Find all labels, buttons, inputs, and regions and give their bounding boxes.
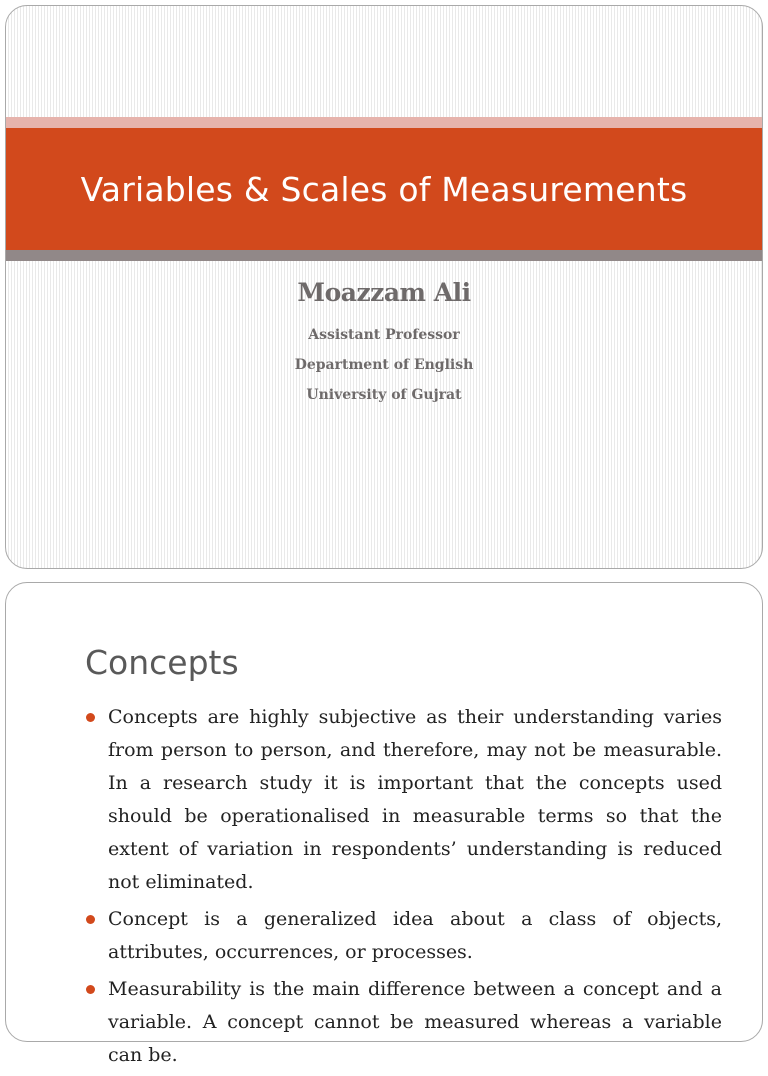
author-position: Assistant Professor [308,327,460,343]
author-university: University of Gujrat [306,387,462,403]
slide-heading: Concepts [85,643,239,682]
author-department: Department of English [294,357,474,373]
bullet-item [86,973,722,1072]
author-name: Moazzam Ali [297,278,471,307]
title-band-bottom-stripe [6,250,762,261]
bullet-list [86,701,722,1076]
bullet-item [86,903,722,969]
bullet-text: Concept is a generalized idea about a class of objects, attributes, occurrences, or processes. [108,908,722,963]
author-block [6,276,762,410]
bullet-dot-icon [86,985,95,994]
bullet-dot-icon [86,713,95,722]
title-band-top-stripe [6,117,762,128]
bullet-item [86,701,722,899]
slide-title: Variables & Scales of Measurements [80,169,688,209]
title-slide [5,5,763,569]
bullet-text: Concepts are highly subjective as their understanding varies from person to person, and therefore, may not be measurable. In a research study it is important that the concepts used should be operationalised in measurable terms so that the extent of variation in respondents’ understanding is reduced not eliminated. [108,706,722,893]
bullet-text: Measurability is the main difference between a concept and a variable. A concept cannot be measured whereas a variable can be. [108,978,722,1066]
bullet-dot-icon [86,915,95,924]
concepts-slide [5,582,763,1066]
title-band [6,128,762,250]
